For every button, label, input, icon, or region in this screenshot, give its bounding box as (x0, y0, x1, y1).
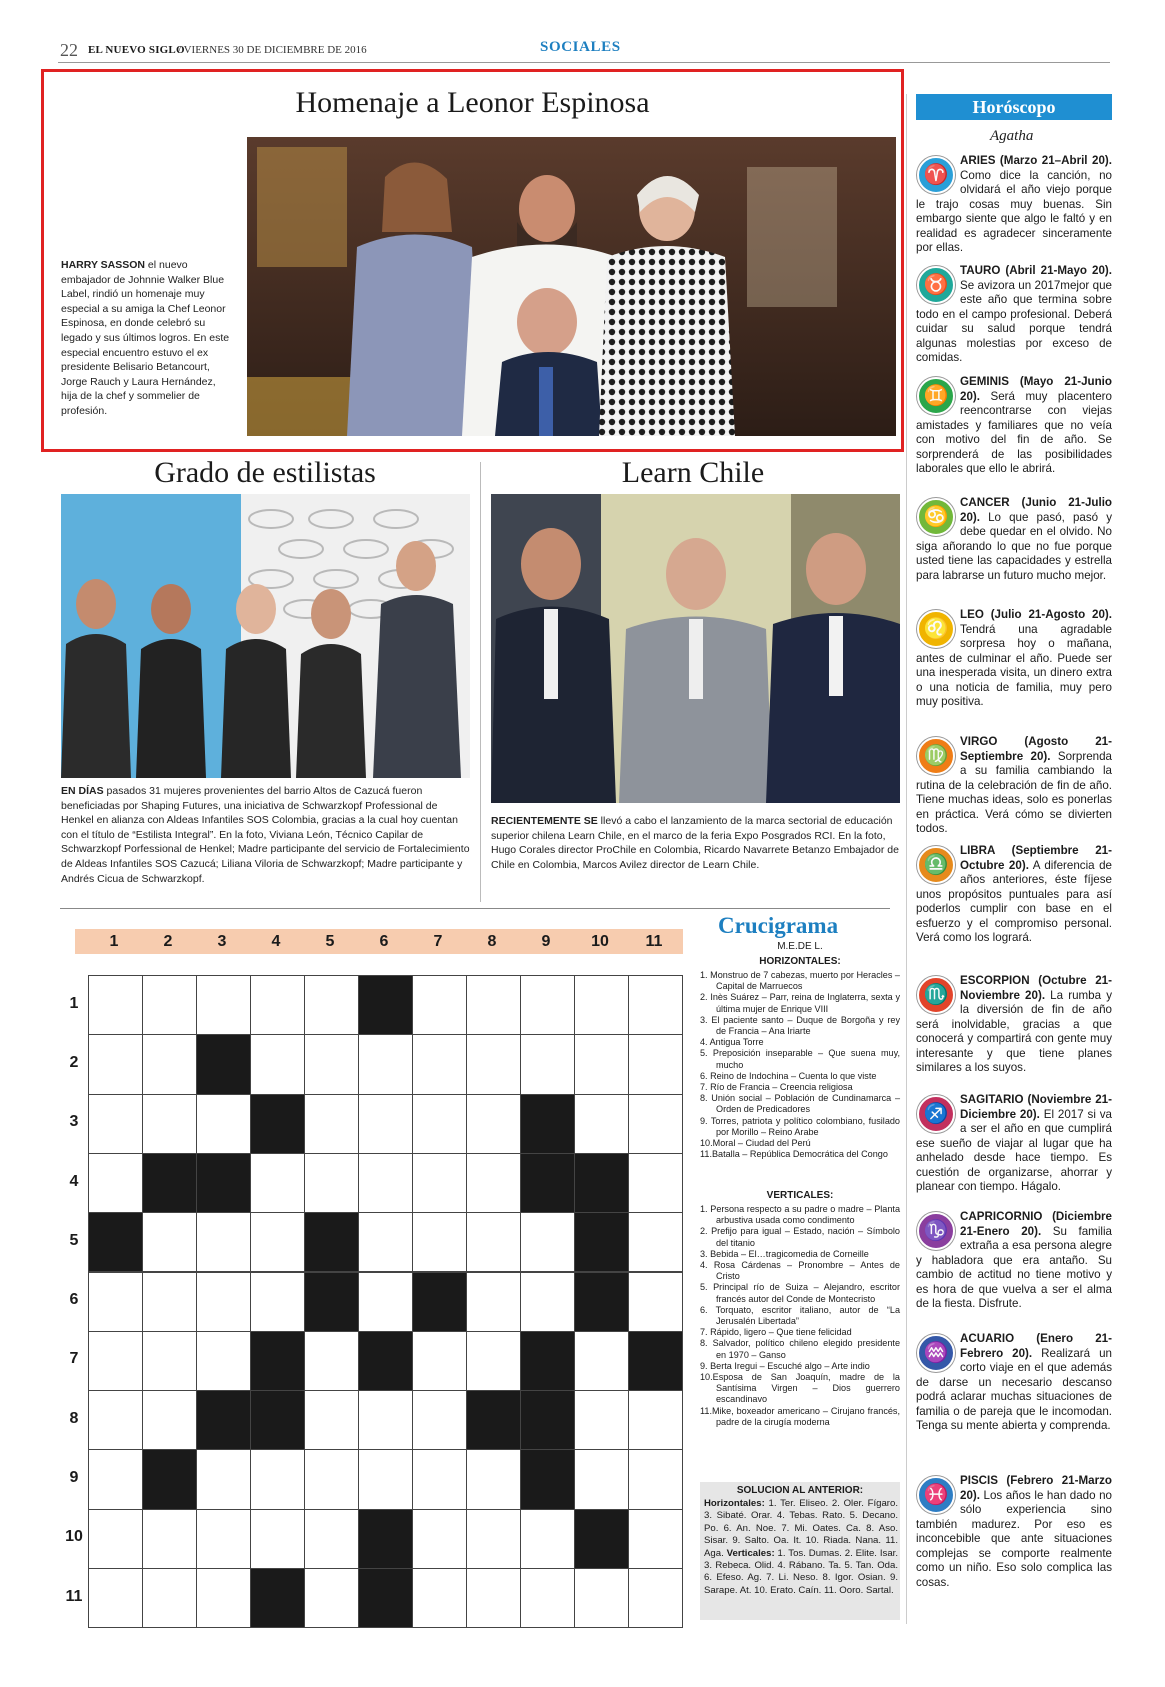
sign-text: Realizará un corto viaje en el que además de darse un necesario descanso podrá aclarar muchas situaciones de familia o de pareja que le incomodan. Tenga su mente abierta y comprenda. (916, 1346, 1112, 1432)
crossword-black-cell (196, 1034, 251, 1094)
crossword-cell[interactable] (304, 1509, 359, 1569)
horoscope-sign (916, 496, 1112, 583)
crossword-column-number: 11 (645, 933, 663, 950)
crossword-cell[interactable] (88, 1449, 143, 1509)
crossword-row-number: 10 (65, 1528, 83, 1546)
feature-caption (61, 258, 231, 419)
horoscope-sign (916, 974, 1112, 1076)
crossword-cell[interactable] (466, 1034, 521, 1094)
crossword-cell[interactable] (250, 1449, 305, 1509)
crossword-black-cell (412, 1272, 467, 1332)
horoscope-sign (916, 1210, 1112, 1312)
vertical-clue: 9. Berta Iregui – Escuché algo – Arte indio (700, 1360, 870, 1371)
crossword-cell[interactable] (412, 1509, 467, 1569)
stylists-caption (61, 784, 471, 886)
crossword-cell[interactable] (304, 1568, 359, 1628)
issue-date: / VIERNES 30 DE DICIEMBRE DE 2016 (178, 44, 367, 56)
sign-name: ESCORPION (Octubre 21-Noviembre 20). (960, 974, 1112, 1002)
crossword-black-cell (142, 1449, 197, 1509)
zodiac-10-icon: ♑ (917, 1212, 955, 1250)
crossword-cell[interactable] (466, 1509, 521, 1569)
crossword-cell[interactable] (412, 1034, 467, 1094)
sign-text: Sorprenda a su familia cambiando la rutina de la celebración de fin de año. Tiene muchas ideas, solo es ponerlas en práctica. Verá cómo se divierten todos. (916, 749, 1112, 835)
crossword-black-cell (250, 1390, 305, 1450)
crossword-cell[interactable] (142, 1390, 197, 1450)
solution-h: 1. Ter. Eliseo. 2. Oler. Fígaro. 3. Sibaté. Orar. 4. Tebas. Rato. 5. Decano. Po. 6. An. Noe. 7. Mi. Oates. Ca. 8. Aso. Sisar. 9. Salto. Oa. It. 10. Riada. Nana. 11. Aga. (704, 1498, 898, 1559)
crossword-column-number: 4 (271, 933, 281, 950)
crossword-cell[interactable] (196, 1331, 251, 1391)
crossword-cell[interactable] (88, 1034, 143, 1094)
crossword-black-cell (304, 1272, 359, 1332)
crossword-cell[interactable] (574, 1034, 629, 1094)
crossword-cell[interactable] (466, 1449, 521, 1509)
sign-name: CANCER (Junio 21-Julio 20). (960, 496, 1112, 524)
crossword-black-cell (250, 1331, 305, 1391)
crossword-cell[interactable] (412, 1153, 467, 1213)
crossword-cell[interactable] (250, 1272, 305, 1332)
feature-title: Homenaje a Leonor Espinosa (295, 86, 650, 119)
crossword-cell[interactable] (574, 1094, 629, 1154)
horizontal-clue: 11.Batalla – República Democrática del Congo (700, 1149, 888, 1160)
crossword-cell[interactable] (88, 1094, 143, 1154)
crossword-cell[interactable] (412, 1212, 467, 1272)
crossword-black-cell (520, 1331, 575, 1391)
crossword-author: M.E.DE L. (777, 941, 823, 952)
horoscope-sign (916, 844, 1112, 946)
crossword-black-cell (574, 1509, 629, 1569)
crossword-cell[interactable] (142, 1034, 197, 1094)
crossword-column-number: 9 (541, 933, 551, 950)
horizontal-clue: 6. Reino de Indochina – Cuenta lo que viste (700, 1070, 877, 1081)
stylists-caption-text: pasados 31 mujeres provenientes del barrio Altos de Cazucá fueron beneficiadas por Shaping Futures, una iniciativa de Schwarzkopf Professional de Henkel en alianza con Aldeas Infantiles SOS Colombia, gracias a la cual hoy cuentan con el título de “Estilista Integral”. En la foto, Viviana León, Técnico Capilar de Schwarzkopf Porfessional de Henkel; Madre participante del servicio de Fortalecimiento de Aldeas Infantiles SOS Cazucá; Liliana Viloria de Schwarzkopf; Madre participante y Andrés Cicua de Schwarzkopf. (61, 785, 470, 885)
horoscope-sign (916, 735, 1112, 837)
crossword-cell[interactable] (358, 1034, 413, 1094)
solution-text (704, 1498, 898, 1597)
sign-text: Como dice la canción, no olvidará el año viejo porque le trajo cosas muy buenas. Sin embargo siente que algo le faltó y en realidad es agradecer sinceramente por ellas. (916, 168, 1112, 254)
feature-photo-art (247, 137, 896, 436)
crossword-cell[interactable] (466, 1212, 521, 1272)
zodiac-6-icon: ♍ (917, 737, 955, 775)
crossword-cell[interactable] (466, 1331, 521, 1391)
sign-text: La rumba y la diversión de fin de año será inolvidable, gracias a que conocerá y compartirá con gente muy interesante y que tiene planes similares a los suyos. (916, 988, 1113, 1074)
crossword-cell[interactable] (196, 975, 251, 1035)
crossword-cell[interactable] (628, 1568, 683, 1628)
zodiac-9-icon: ♐ (917, 1095, 955, 1133)
zodiac-12-icon: ♓ (917, 1476, 955, 1514)
section-rule (60, 908, 890, 909)
vertical-clue: 1. Persona respecto a su padre o madre – Planta arbustiva usada como condimento (700, 1204, 900, 1226)
sign-name: SAGITARIO (Noviembre 21-Diciembre 20). (960, 1093, 1112, 1121)
vertical-clue: 7. Rápido, ligero – Que tiene felicidad (700, 1327, 852, 1338)
crossword-cell[interactable] (574, 1568, 629, 1628)
crossword-cell[interactable] (628, 1390, 683, 1450)
sign-text: Lo que pasó, pasó y debe quedar en el olvido. No siga añorando lo que no fue porque usted tiene las capacidades y estrella para labrarse un futuro mucho mejor. (916, 510, 1112, 582)
horoscope-sign (916, 608, 1112, 710)
crossword-cell[interactable] (412, 1568, 467, 1628)
crossword-cell[interactable] (142, 1509, 197, 1569)
learnchile-photo-art (491, 494, 900, 803)
crossword-cell[interactable] (250, 1034, 305, 1094)
horoscope-sign (916, 1093, 1112, 1195)
crossword-cell[interactable] (142, 1272, 197, 1332)
crossword-cell[interactable] (304, 1449, 359, 1509)
learnchile-photo (491, 494, 900, 803)
zodiac-2-icon: ♉ (917, 266, 955, 304)
horizontal-clue: 8. Unión social – Población de Cundinamarca – Orden de Predicadores (700, 1093, 900, 1115)
horizontal-clue: 10.Moral – Ciudad del Perú (700, 1138, 811, 1149)
section-title: SOCIALES (540, 39, 621, 55)
sign-name: LEO (Julio 21-Agosto 20). (960, 608, 1112, 621)
zodiac-11-icon: ♒ (917, 1334, 955, 1372)
crossword-cell[interactable] (520, 1509, 575, 1569)
crossword-cell[interactable] (142, 1568, 197, 1628)
zodiac-7-icon: ♎ (917, 846, 955, 884)
vertical-clue: 5. Principal río de Suiza – Alejandro, escritor francés autor del Conde de Montecristo (700, 1282, 900, 1304)
crossword-cell[interactable] (358, 1094, 413, 1154)
stylists-photo-art (61, 494, 470, 778)
crossword-cell[interactable] (628, 1034, 683, 1094)
newspaper-name: EL NUEVO SIGLO (88, 44, 185, 56)
vertical-clue: 11.Mike, boxeador americano – Cirujano francés, padre de la cirugía moderna (700, 1405, 900, 1427)
crossword-cell[interactable] (142, 1331, 197, 1391)
crossword-black-cell (520, 1094, 575, 1154)
crossword-cell[interactable] (520, 1568, 575, 1628)
sign-text: El 2017 si va a ser el año en que cumplirá ese sueño de viajar al lugar que ha anhelado desde hace tiempo. Es cuestión de organizarse, ahorrar y planear con tiempo. Hágalo. (916, 1107, 1112, 1193)
horizontales-list (700, 970, 900, 1160)
crossword-black-cell (358, 975, 413, 1035)
crossword-black-cell (196, 1390, 251, 1450)
crossword-row-number: 8 (69, 1409, 79, 1427)
feature-caption-lead: HARRY SASSON (61, 259, 146, 271)
zodiac-5-icon: ♌ (917, 610, 955, 648)
crossword-column-number: 3 (217, 933, 227, 950)
crossword-cell[interactable] (574, 975, 629, 1035)
learnchile-caption (491, 814, 901, 872)
crossword-cell[interactable] (250, 1212, 305, 1272)
vertical-clue: 3. Bebida – El…tragicomedia de Corneille (700, 1248, 869, 1259)
vertical-clue: 8. Salvador, político chileno elegido presidente en 1970 – Ganso (700, 1338, 900, 1360)
crossword-cell[interactable] (250, 975, 305, 1035)
crossword-black-cell (466, 1390, 521, 1450)
crossword-cell[interactable] (88, 1509, 143, 1569)
crossword-column-number: 10 (591, 933, 609, 950)
crossword-cell[interactable] (358, 1272, 413, 1332)
crossword-black-cell (520, 1390, 575, 1450)
crossword-black-cell (88, 1212, 143, 1272)
crossword-black-cell (196, 1153, 251, 1213)
crossword-cell[interactable] (88, 1153, 143, 1213)
horizontal-clue: 7. Río de Francia – Creencia religiosa (700, 1082, 853, 1093)
crossword-cell[interactable] (574, 1449, 629, 1509)
stylists-photo (61, 494, 470, 778)
horizontal-clue: 5. Preposición inseparable – Que suena muy, mucho (700, 1048, 900, 1070)
crossword-cell[interactable] (196, 1509, 251, 1569)
crossword-cell[interactable] (358, 1212, 413, 1272)
column-divider (480, 462, 481, 902)
horizontal-clue: 3. El paciente santo – Duque de Borgoña y rey de Francia – Ana Iriarte (700, 1014, 900, 1037)
crossword-row-number: 1 (69, 994, 79, 1012)
vertical-clue: 4. Rosa Cárdenas – Pronombre – Antes de Cristo (700, 1260, 900, 1282)
sign-text: Los años le han dado no sólo experiencia sino también madurez. Por eso es inconcebible que ante situaciones complejas se comporte realmente como un niño. Eso solo complica las cosas. (916, 1488, 1112, 1589)
crossword-black-cell (574, 1272, 629, 1332)
crossword-column-numbers (75, 929, 683, 954)
crossword-cell[interactable] (412, 1390, 467, 1450)
vertical-clue: 10.Esposa de San Joaquín, madre de la Santísima Virgen – Dios guerrero escandinavo (700, 1372, 900, 1405)
crossword-grid (88, 975, 681, 1627)
crossword-column-number: 5 (325, 933, 335, 950)
sign-text: Tendrá una agradable sorpresa hoy o mañana, antes de culminar el año. Puede ser una inesperada visita, un dinero extra o una noticia de familia, muy pero muy positiva. (916, 622, 1112, 708)
crossword-column-number: 2 (163, 933, 173, 950)
crossword-cell[interactable] (304, 1331, 359, 1391)
sign-name: ARIES (Marzo 21–Abril 20). (960, 154, 1112, 167)
sign-name: GEMINIS (Mayo 21-Junio 20). (960, 375, 1112, 403)
crossword-cell[interactable] (88, 1390, 143, 1450)
crossword-cell[interactable] (466, 1094, 521, 1154)
crossword-cell[interactable] (412, 1094, 467, 1154)
horoscope-divider (906, 94, 907, 1624)
crossword-cell[interactable] (574, 1331, 629, 1391)
crossword-cell[interactable] (628, 1272, 683, 1332)
crossword-cell[interactable] (628, 1153, 683, 1213)
crossword-black-cell (520, 1449, 575, 1509)
crossword-row-number: 9 (69, 1469, 79, 1487)
learnchile-caption-lead: RECIENTEMENTE SE (491, 815, 598, 827)
crossword-cell[interactable] (412, 975, 467, 1035)
crossword-cell[interactable] (196, 1568, 251, 1628)
crossword-black-cell (574, 1212, 629, 1272)
crossword-row-number: 7 (69, 1350, 79, 1368)
crossword-row-number: 11 (65, 1587, 83, 1605)
crossword-row-number: 5 (69, 1231, 79, 1249)
crossword-black-cell (520, 1153, 575, 1213)
sign-text: Su familia extraña a esa persona alegre y habladora que era antaño. Su cambio de actitud no tiene motivo y es hora de que vuelva a ser el alma de la fiesta. Disfrute. (916, 1224, 1113, 1310)
crossword-cell[interactable] (574, 1390, 629, 1450)
horoscope-sign (916, 1474, 1112, 1590)
sign-text: A diferencia de años anteriores, éste fíjese unos propósitos puntuales para así poderlos cumplir con base en el esfuerzo y el compromiso personal. Verá como los logrará. (916, 858, 1112, 944)
crossword-title: Crucigrama (718, 913, 839, 938)
crossword-cell[interactable] (304, 1034, 359, 1094)
zodiac-3-icon: ♊ (917, 377, 955, 415)
crossword-cell[interactable] (88, 1331, 143, 1391)
horoscope-author: Agatha (990, 128, 1034, 144)
crossword-cell[interactable] (412, 1331, 467, 1391)
crossword-row-number: 6 (69, 1291, 79, 1309)
crossword-black-cell (628, 1331, 683, 1391)
crossword-cell[interactable] (304, 1094, 359, 1154)
verticales-heading: VERTICALES: (766, 1190, 834, 1201)
stylists-caption-lead: EN DÍAS (61, 785, 104, 797)
horizontal-clue: 9. Torres, patriota y político colombiano, fusilado por Morillo – Reino Arabe (700, 1115, 900, 1137)
sign-name: PISCIS (Febrero 21-Marzo 20). (960, 1474, 1112, 1502)
crossword-cell[interactable] (88, 1272, 143, 1332)
vertical-clue: 6. Torquato, escritor italiano, autor de “La Jerusalén Libertada” (700, 1304, 900, 1327)
sign-name: VIRGO (Agosto 21-Septiembre 20). (960, 735, 1112, 763)
crossword-black-cell (142, 1153, 197, 1213)
crossword-cell[interactable] (358, 1153, 413, 1213)
horoscope-sign (916, 264, 1112, 366)
sign-text: Será muy placentero reencontrarse con viejas amistades y familiares que no veía con motivo del fin de año. Se sorprenderá de las posibilidades laborales que ello le abrirá. (916, 389, 1112, 475)
crossword-black-cell (304, 1212, 359, 1272)
crossword-cell[interactable] (628, 975, 683, 1035)
horoscope-sign (916, 154, 1112, 256)
crossword-column-number: 1 (109, 933, 119, 950)
crossword-cell[interactable] (304, 975, 359, 1035)
crossword-cell[interactable] (250, 1153, 305, 1213)
crossword-cell[interactable] (466, 1272, 521, 1332)
crossword-cell[interactable] (466, 975, 521, 1035)
crossword-cell[interactable] (250, 1509, 305, 1569)
sign-name: TAURO (Abril 21-Mayo 20). (960, 264, 1112, 277)
zodiac-4-icon: ♋ (917, 498, 955, 536)
crossword-black-cell (574, 1153, 629, 1213)
sign-text: Se avizora un 2017mejor que este año que termina sobre todo en el campo profesional. Deberá cuidar su salud porque tendrá algunas molestias por exceso de comidas. (916, 278, 1112, 364)
crossword-cell[interactable] (358, 1449, 413, 1509)
feature-caption-text: el nuevo embajador de Johnnie Walker Blue Label, rindió un homenaje muy especial a su amiga la Chef Leonor Espinosa, en donde celebró su legado y sus últimos logros. En este especial encuentro estuvo el ex presidente Belisario Betancourt, Jorge Rauch y Laura Hernández, hija de la chef y sommelier de profesión. (61, 259, 230, 417)
crossword-cell[interactable] (196, 1212, 251, 1272)
crossword-cell[interactable] (142, 1212, 197, 1272)
crossword-black-cell (358, 1331, 413, 1391)
crossword-cell[interactable] (88, 975, 143, 1035)
crossword-cell[interactable] (196, 1094, 251, 1154)
crossword-black-cell (250, 1094, 305, 1154)
horoscope-sign (916, 375, 1112, 477)
crossword-cell[interactable] (142, 975, 197, 1035)
crossword-column-number: 7 (433, 933, 443, 950)
crossword-cell[interactable] (412, 1449, 467, 1509)
horoscope-sign (916, 1332, 1112, 1434)
crossword-cell[interactable] (196, 1449, 251, 1509)
zodiac-8-icon: ♏ (917, 976, 955, 1014)
crossword-column-number: 6 (379, 933, 389, 950)
horizontal-clue: 1. Monstruo de 7 cabezas, muerto por Heracles – Capital de Marruecos (700, 970, 900, 992)
crossword-black-cell (358, 1568, 413, 1628)
crossword-column-number: 8 (487, 933, 497, 950)
solution-heading: SOLUCION AL ANTERIOR: (736, 1485, 864, 1496)
crossword-row-number: 3 (69, 1113, 79, 1131)
verticales-list (700, 1204, 900, 1428)
horizontal-clue: 4. Antigua Torre (700, 1037, 764, 1048)
crossword-cell[interactable] (628, 1094, 683, 1154)
stylists-title: Grado de estilistas (154, 456, 376, 489)
vertical-clue: 2. Prefijo para igual – Estado, nación – Símbolo del titanio (700, 1226, 900, 1248)
crossword-cell[interactable] (304, 1390, 359, 1450)
horizontales-heading: HORIZONTALES: (759, 956, 841, 967)
crossword-cell[interactable] (196, 1272, 251, 1332)
crossword-cell[interactable] (520, 975, 575, 1035)
header-rule (58, 62, 1110, 63)
crossword-black-cell (250, 1568, 305, 1628)
learnchile-title: Learn Chile (621, 456, 765, 489)
horoscope-title: Horóscopo (916, 94, 1112, 120)
crossword-cell[interactable] (466, 1153, 521, 1213)
crossword-cell[interactable] (466, 1568, 521, 1628)
crossword-cell[interactable] (628, 1509, 683, 1569)
crossword-cell[interactable] (520, 1272, 575, 1332)
sign-name: CAPRICORNIO (Diciembre 21-Enero 20). (960, 1210, 1112, 1238)
solution-v: 1. Tos. Dumas. 2. Elite. Isar. 3. Rebeca. Olid. 4. Rábano. Ta. 5. Tan. Oda. 6. Efeso. Ag. 7. Li. Neso. 8. Igor. Osian. 9. Sarape. At. 10. Erato. Caín. 11. Ooro. Sartal. (704, 1547, 898, 1596)
crossword-black-cell (358, 1509, 413, 1569)
crossword-cell[interactable] (88, 1568, 143, 1628)
crossword-cell[interactable] (520, 1034, 575, 1094)
learnchile-caption-text: llevó a cabo el lanzamiento de la marca sectorial de educación superior chilena Learn Chile, en el marco de la feria Expo Posgrados RCI. En la foto, Hugo Corales director ProChile en Colombia, Ricardo Navarrete Betanzo Embajador de Chile en Colombia, Marcos Avilez director de Learn Chile. (491, 815, 899, 871)
sign-name: ACUARIO (Enero 21-Febrero 20). (960, 1332, 1112, 1360)
page-number: 22 (60, 40, 78, 60)
zodiac-1-icon: ♈ (917, 156, 955, 194)
crossword-cell[interactable] (628, 1212, 683, 1272)
solution-v-label: Verticales: (726, 1547, 775, 1559)
crossword-cell[interactable] (520, 1212, 575, 1272)
crossword-row-number: 2 (69, 1053, 79, 1071)
horizontal-clue: 2. Inès Suárez – Parr, reina de Inglaterra, sexta y última mujer de Enrique VIII (700, 992, 900, 1014)
crossword-cell[interactable] (304, 1153, 359, 1213)
solution-h-label: Horizontales: (704, 1498, 765, 1509)
feature-photo (247, 137, 896, 436)
crossword-cell[interactable] (142, 1094, 197, 1154)
sign-name: LIBRA (Septiembre 21-Octubre 20). (960, 844, 1112, 872)
crossword-row-number: 4 (69, 1172, 79, 1190)
crossword-cell[interactable] (628, 1449, 683, 1509)
crossword-cell[interactable] (358, 1390, 413, 1450)
